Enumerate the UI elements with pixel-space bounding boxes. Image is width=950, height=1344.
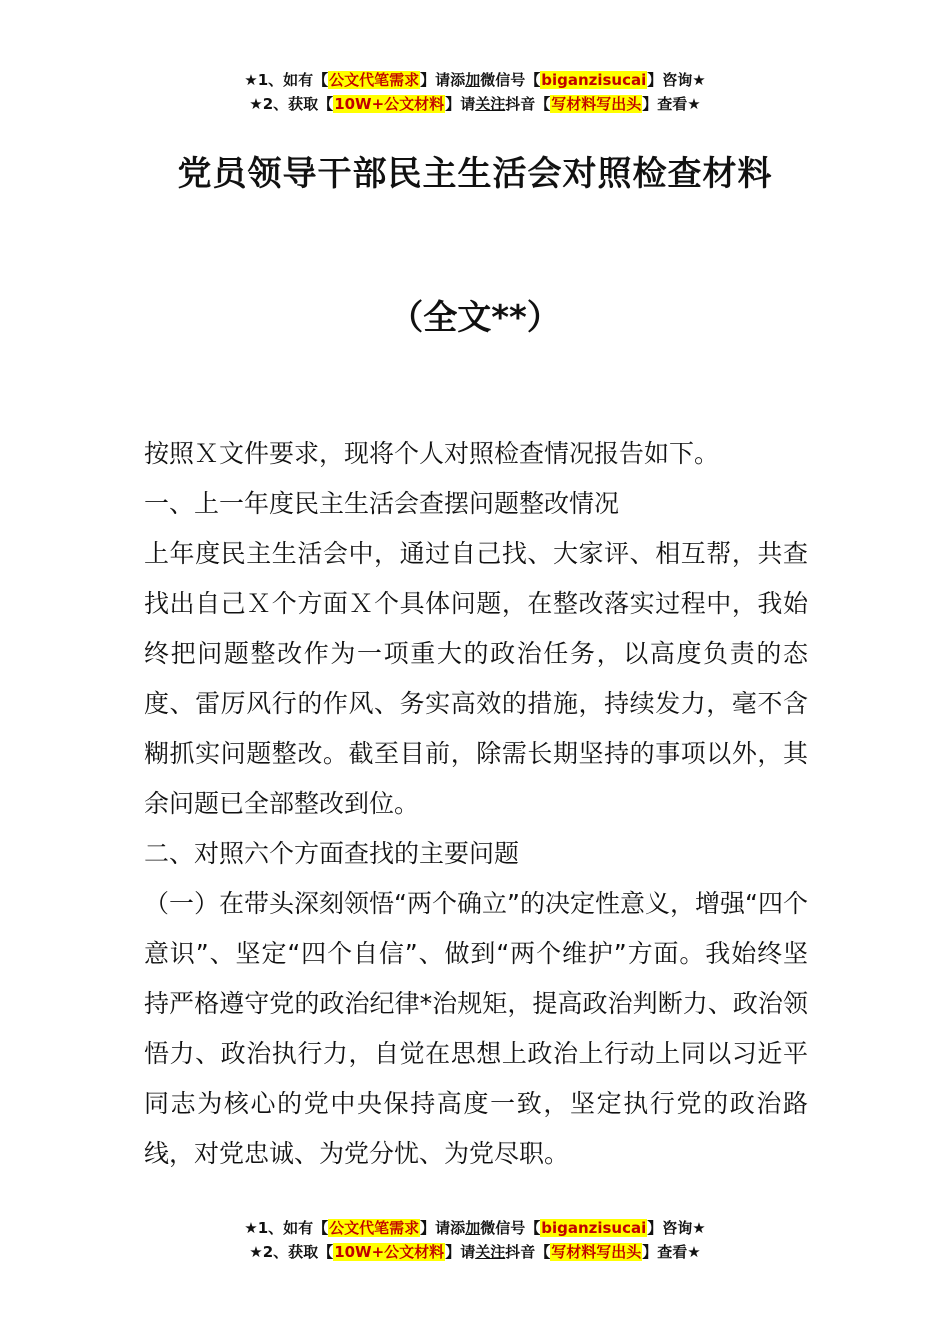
section-heading: 二、对照六个方面查找的主要问题 (144, 839, 520, 868)
section-heading: 一、上一年度民主生活会查摆问题整改情况 (144, 489, 620, 518)
body-paragraph: （一）在带头深刻领悟“两个确立”的决定性意义，增强“四个意识”、坚定“四个自信”、做到“两个维护”方面。我始终坚持严格遵守党的政治纪律*治规矩，提高政治判断力、政治领悟力、政治执行力，自觉在思想上政治上行动上同以习近平同志为核心的党中央保持高度一致，坚定执行党的政治路线，对党忠诚、为党分忧、为党尽职。 (144, 889, 808, 1168)
body-paragraph: 按照Ｘ文件要求，现将个人对照检查情况报告如下。 (144, 439, 720, 468)
promo-text: ★1、如有【 (244, 1219, 329, 1237)
promo-text: 】查看★ (642, 95, 701, 113)
body-paragraph: 上年度民主生活会中，通过自己找、大家评、相互帮，共查找出自己Ｘ个方面Ｘ个具体问题，在整改落实过程中，我始终把问题整改作为一项重大的政治任务，以高度负责的态度、雷厉风行的作风、务实高效的措施，持续发力，毫不含糊抓实问题整改。截至目前，除需长期坚持的事项以外，其余问题已全部整改到位。 (144, 539, 808, 818)
promo-text: ★1、如有【 (244, 71, 329, 89)
promo-text: 】请 (445, 95, 476, 113)
document-subtitle: （全文**） (389, 298, 561, 338)
promo-highlight: 公文代笔需求 (329, 71, 420, 89)
promo-underline: 关注 (475, 95, 506, 113)
promo-banner-bottom (0, 1216, 950, 1264)
promo-text: 抖音【 (505, 95, 551, 113)
promo-highlight: 写材料写出头 (551, 95, 642, 113)
promo-text: 】请添 (420, 1219, 466, 1237)
promo-highlight: 公文代笔需求 (329, 1219, 420, 1237)
promo-line-2 (0, 92, 950, 116)
promo-text: 微信号【 (480, 71, 541, 89)
promo-highlight: 10W+公文材料 (334, 95, 445, 113)
promo-highlight: biganzisucai (541, 1219, 647, 1237)
promo-text: 】请 (445, 1243, 476, 1261)
promo-line-2 (0, 1240, 950, 1264)
promo-text: 】咨询★ (647, 71, 706, 89)
promo-highlight: biganzisucai (541, 71, 647, 89)
promo-text: 】请添 (420, 71, 466, 89)
document-body (144, 429, 808, 1179)
promo-text: 微信号【 (480, 1219, 541, 1237)
promo-highlight: 10W+公文材料 (334, 1243, 445, 1261)
promo-highlight: 写材料写出头 (551, 1243, 642, 1261)
promo-text: 抖音【 (505, 1243, 551, 1261)
promo-text: ★2、获取【 (249, 95, 334, 113)
promo-banner-top (0, 68, 950, 116)
document-title: 党员领导干部民主生活会对照检查材料 (177, 154, 773, 194)
promo-text: ★2、获取【 (249, 1243, 334, 1261)
promo-line-1 (0, 68, 950, 92)
promo-text: 】咨询★ (647, 1219, 706, 1237)
promo-text: 】查看★ (642, 1243, 701, 1261)
promo-line-1 (0, 1216, 950, 1240)
promo-underline: 加 (465, 1219, 481, 1237)
promo-underline: 加 (465, 71, 481, 89)
promo-underline: 关注 (475, 1243, 506, 1261)
